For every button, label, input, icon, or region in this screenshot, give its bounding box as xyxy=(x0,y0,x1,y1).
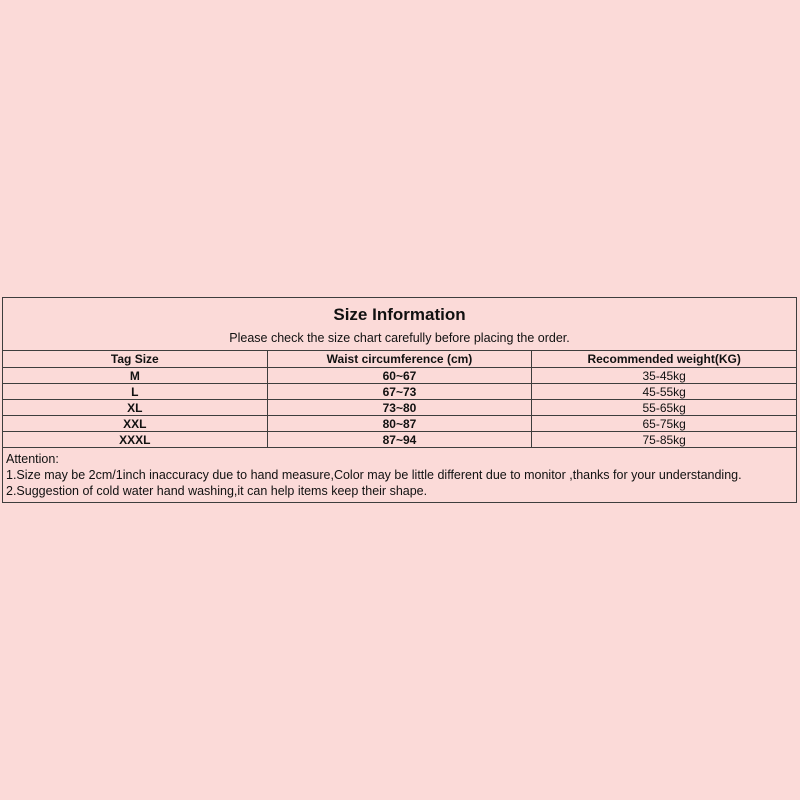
waist-cell: 67~73 xyxy=(267,384,532,400)
size-row-m xyxy=(3,368,797,384)
column-header-row xyxy=(3,351,797,368)
weight-cell: 45-55kg xyxy=(532,384,797,400)
notes-cell xyxy=(3,448,797,503)
weight-cell: 35-45kg xyxy=(532,368,797,384)
weight-cell: 55-65kg xyxy=(532,400,797,416)
waist-cell: 80~87 xyxy=(267,416,532,432)
size-row-l xyxy=(3,384,797,400)
attention-heading: Attention: xyxy=(6,452,59,466)
attention-note-1: 1.Size may be 2cm/1inch inaccuracy due to hand measure,Color may be little different due to monitor ,thanks for your understanding. xyxy=(6,468,742,482)
column-header-tag-size: Tag Size xyxy=(3,351,268,368)
size-row-xxxl xyxy=(3,432,797,448)
waist-cell: 87~94 xyxy=(267,432,532,448)
size-chart-table xyxy=(2,297,797,503)
title-row xyxy=(3,298,797,351)
waist-cell: 60~67 xyxy=(267,368,532,384)
tag-size-cell: XL xyxy=(3,400,268,416)
title-cell xyxy=(3,298,797,351)
tag-size-cell: M xyxy=(3,368,268,384)
size-chart-title: Size Information xyxy=(333,304,466,324)
tag-size-cell: XXXL xyxy=(3,432,268,448)
size-row-xl xyxy=(3,400,797,416)
column-header-weight: Recommended weight(KG) xyxy=(532,351,797,368)
column-header-waist: Waist circumference (cm) xyxy=(267,351,532,368)
waist-cell: 73~80 xyxy=(267,400,532,416)
size-row-xxl xyxy=(3,416,797,432)
tag-size-cell: L xyxy=(3,384,268,400)
size-chart-subtitle: Please check the size chart carefully before placing the order. xyxy=(229,330,570,345)
weight-cell: 75-85kg xyxy=(532,432,797,448)
notes-row xyxy=(3,448,797,503)
weight-cell: 65-75kg xyxy=(532,416,797,432)
tag-size-cell: XXL xyxy=(3,416,268,432)
attention-note-2: 2.Suggestion of cold water hand washing,it can help items keep their shape. xyxy=(6,484,428,498)
